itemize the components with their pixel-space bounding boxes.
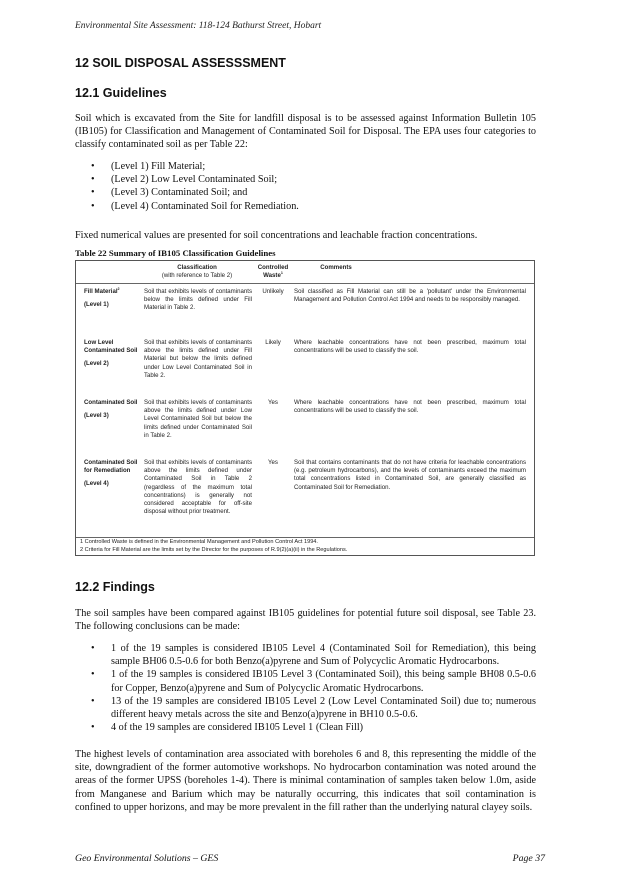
row-remediation-waste: Yes	[268, 459, 278, 466]
class-name: Low Level Contaminated Soil	[84, 339, 138, 355]
row-remediation-class	[84, 459, 142, 489]
class-sup: 2	[117, 286, 120, 291]
class-name: Contaminated Soil	[84, 399, 138, 406]
findings-intro: The soil samples have been compared against IB105 guidelines for potential future soil disposal, see Table 23. The following conclusions can be made:	[75, 608, 536, 633]
row-fill-waste: Unlikely	[262, 288, 284, 295]
row-remediation-desc: Soil that exhibits levels of contaminants above the limits defined under Contaminated Soil in Table 2 (regardless of the maximum total concentrations) is generally not considered acceptable for off-site disposal without prior treatment.	[144, 459, 252, 516]
class-description: Soil that exhibits levels of contaminants below the limits defined under Fill Material in Table 2.	[144, 288, 252, 312]
guidelines-intro: Soil which is excavated from the Site for landfill disposal is to be assessed against Information Bulletin 105 (IB105) for Classification and Management of Contaminated Soil for Disposal. The EPA uses four categories to classify contaminated soil as per Table 22:	[75, 113, 536, 151]
class-name: Fill Material	[84, 288, 118, 295]
class-level: (Level 2)	[84, 360, 109, 368]
header-waste-label: Controlled Waste	[257, 264, 289, 280]
classification-table	[75, 260, 535, 556]
row-low-level-comment: Where leachable concentrations have not been prescribed, maximum total concentrations will be used to classify the soil.	[294, 339, 526, 355]
findings-list	[75, 642, 536, 734]
row-low-level-waste: Likely	[265, 339, 281, 346]
row-contaminated-class	[84, 399, 142, 420]
class-level: (Level 4)	[84, 480, 109, 488]
table-footnote-1: 1 Controlled Waste is defined in the Environmental Management and Pollution Control Act 1994.	[80, 539, 318, 545]
class-level: (Level 3)	[84, 412, 109, 420]
row-contaminated-waste: Yes	[268, 399, 278, 406]
footer-page-number: Page 37	[512, 853, 545, 864]
guidelines-heading: 12.1 Guidelines	[75, 86, 167, 100]
list-item: • (Level 3) Contaminated Soil; and	[75, 186, 536, 199]
row-contaminated-comment: Where leachable concentrations have not been prescribed, maximum total concentrations will be used to classify the soil.	[294, 399, 526, 415]
running-header: Environmental Site Assessment: 118-124 Bathurst Street, Hobart	[75, 21, 322, 31]
header-classification-label: Classification	[177, 264, 217, 271]
row-low-level-class	[84, 339, 142, 369]
list-item: • 1 of the 19 samples is considered IB105 Level 3 (Contaminated Soil), this being sample BH08 0.5-0.6 for Copper, Benzo(a)pyrene and Sum of Polycyclic Aromatic Hydrocarbons.	[75, 668, 536, 694]
row-remediation-comment: Soil that contains contaminants that do not have criteria for leachable concentrations (e.g. petroleum hydrocarbons), and the levels of contaminants exceed the maximum total concentrations listed in Contaminated Soil, are generally classified as Contaminated Soil for Remediation.	[294, 459, 526, 491]
header-waste	[252, 264, 294, 280]
row-fill-desc	[144, 288, 252, 313]
level-list	[75, 160, 536, 213]
header-classification	[136, 264, 258, 280]
header-classification-sub: (with reference to Table 2)	[161, 272, 233, 280]
row-contaminated-desc: Soil that exhibits levels of contaminants above the limits defined under Low Level Contaminated Soil but below the limits defined under Contaminated Soil in Table 2.	[144, 399, 252, 439]
findings-heading: 12.2 Findings	[75, 580, 155, 594]
list-item: • 1 of the 19 samples is considered IB105 Level 4 (Contaminated Soil for Remediation), this being sample BH06 0.5-0.6 for both Benzo(a)pyrene and Sum of Polycyclic Aromatic Hydrocarbons.	[75, 642, 536, 668]
row-fill-comment: Soil classified as Fill Material can still be a 'pollutant' under the Environmental Management and Pollution Control Act 1994 and needs to be responsibly managed.	[294, 288, 526, 304]
section-title: 12 SOIL DISPOSAL ASSESSSMENT	[75, 56, 286, 70]
row-fill-class	[84, 288, 142, 309]
header-divider	[76, 283, 534, 284]
footnote-divider	[76, 537, 534, 538]
list-item: • (Level 1) Fill Material;	[75, 160, 536, 173]
table-footnote-2: 2 Criteria for Fill Material are the limits set by the Director for the purposes of R.9(2)(a)(ii) in the Regulations.	[80, 547, 348, 553]
list-item: • (Level 2) Low Level Contaminated Soil;	[75, 173, 536, 186]
header-comments: Comments	[320, 264, 352, 271]
list-item: • 4 of the 19 samples are considered IB105 Level 1 (Clean Fill)	[75, 721, 536, 734]
fixed-values-text: Fixed numerical values are presented for soil concentrations and leachable fraction concentrations.	[75, 230, 478, 241]
class-level: (Level 1)	[84, 301, 109, 309]
findings-conclusion: The highest levels of contamination area associated with boreholes 6 and 8, this representing the middle of the site, downgradient of the former automotive workshops. No hydrocarbon contamination was noted around the areas of the former UPSS (boreholes 1-4). There is minimal contamination of samples taken below 1.0m, aside from Manganese and Barium which may be naturally occurring, this indicates that soil contamination is confined to upper horizons, and may be more prevalent in the fill rather than the underlying natural clayey soils.	[75, 749, 536, 813]
list-item: • (Level 4) Contaminated Soil for Remediation.	[75, 200, 536, 213]
footer-company: Geo Environmental Solutions – GES	[75, 853, 219, 864]
list-item: • 13 of the 19 samples are considered IB105 Level 2 (Low Level Contaminated Soil) due to; numerous different heavy metals across the site and Benzo(a)pyrene in BH10 0.5-0.6.	[75, 695, 536, 721]
class-name: Contaminated Soil for Remediation	[84, 459, 138, 475]
header-waste-sup: 1	[280, 271, 283, 276]
table-caption: Table 22 Summary of IB105 Classification Guidelines	[75, 248, 276, 258]
row-low-level-desc: Soil that exhibits levels of contaminants above the limits defined under Fill Material but below the limits defined under Low Level Contaminated Soil in Table 2.	[144, 339, 252, 379]
